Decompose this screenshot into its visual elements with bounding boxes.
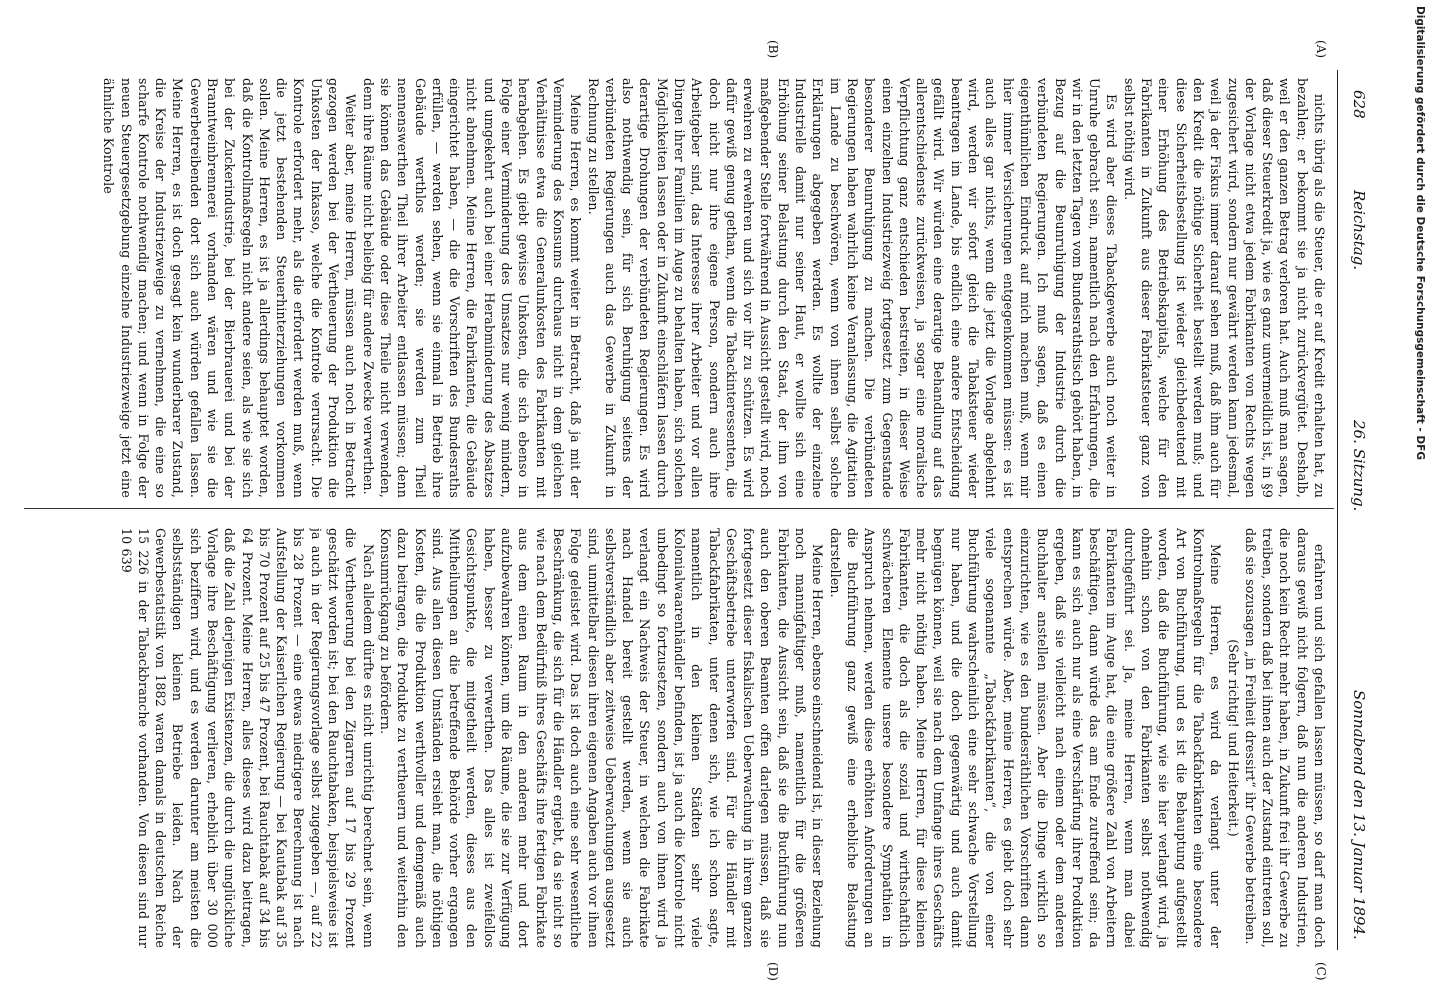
paragraph: Meine Herren, ebenso einschneidend ist, in dieser Beziehung noch mannigfaltiger muß, namentlich für die größeren Fabrikanten, die Aussicht sein, daß sie die Buchführung nun auch den oberen Beamten offen darlegen müssen, daß sie fortgesetzt dieser fiskalischen Ueberwachung in ihrem ganzen Geschäftsbetriebe unterworfen sind. Für die Händler mit Tabackfabrikaten, unter denen sich, wie ich schon sagte, namentlich in den kleinen Städten sehr viele Kolonialwaarenhändler befinden, ist ja auch die Kontrole nicht unbedingt so fortzusetzen, sondern auch von ihnen wird ja verlangt ein Nachweis der Steuer, in welchen die Fabrikate nach Handel bereit gestellt werden, wenn sie auch selbstverständlich aber zeitweise Ueberwachungen ausgesetzt sind, unmittelbar diesen ihren eigenen Angaben auch vor ihnen Folge geleistet wird. Das ist doch auch eine sehr wesentliche Beschränkung, die sich für die Händler ergiebt, da sie nicht so wie nach dem Bedürfniß ihres Geschäfts ihre fertigen Fabrikate aus dem einen Raum in den anderen mehr und dort aufzubewahren können, um die Räume, die sie zur Verfügung haben, besser zu verwerthen. Das alles ist zweifellos Gesichtspunkte, die mitgetheilt werden, dieses aus den Mittheilungen an die betreffende Behörde vorher ergangen sind. Aus allen diesen Umständen ersieht man, die nöthigen Kosten, die die Produktion werthvoller und demgemäß auch dazu beitragen, die Produkte zu vertheuern und weiterhin den Konsumrückgang zu befördern. [377, 528, 826, 948]
margin-mark-b: (B) [766, 40, 780, 59]
paragraph: Meine Herren, es kommt weiter in Betracht, daß ja mit der Verminderung des Konsums durchaus nicht in dem gleichen Verhältnisse etwa die Generalunkosten des Fabrikanten mit herabgehen. Es giebt gewisse Unkosten, die sich ebenso in Folge einer Verminderung des Umsatzes nur wenig mindern, und umgekehrt auch bei einer Herabminderung des Absatzes nicht abnehmen. Meine Herren, die Fabrikanten, die Gebäude eingerichtet haben, — die die Vorschriften des Bundesraths erfüllen, — werden sehen, wenn sie einmal in Betrieb ihre Gebäude werthlos werden; sie werden zum Theil nennenswerthen Theil ihrer Arbeiter entlassen müssen; denn sie können das Gebäude oder diese Theile nicht verwenden, denn ihre Räume nicht beliebig für andere Zwecke verwerthen. [360, 78, 584, 498]
paragraph: Es wird aber dieses Tabackgewerbe auch noch weiter in Unruhe gebracht sein, namentlich nach den Erfahrungen, die wir in den letzten Tagen vom Bundesrathstisch gehört haben, in Bezug auf die Beunruhigung der Industrie durch die verbündeten Regierungen. Ich muß sagen, daß es einen eigenthümlichen Eindruck auf mich machen muß, wenn mir hier immer Versicherungen entgegenkommen müssen: es ist auch alles gar nichts, wenn die jetzt die Vorlage abgelehnt wird, werden wir sofort gleich die Tabaksteuer wieder beantragen im Lande, bis endlich eine andere Entscheidung gefällt wird. Wir würden eine derartige Behandlung auf das allerentschiedenste zurückweisen, ja sogar eine moralische Verpflichtung ganz entschieden bestreiten, in dieser Weise einen einzelnen Industriezweig fortgesetzt zum Gegenstande besonderer Beunruhigung zu machen. Die verbündeten Regierungen haben wahrlich keine Veranlassung, die Agitation im Lande zu beschwören, wenn von ihnen selbst solche Erklärungen abgegeben werden. Es wollte der einzelne Industrielle damit nur seiner Haut, er wollte sich eine Erhöhung seiner Belastung durch den Staat, der ihm von maßgebender Stelle fortwährend in Aussicht gestellt wird, noch erwehren zu erwehren und sich vor ihr zu schützen. Es wird dafür gewiß genug gethan, wenn die Tabackinteressenten, die doch nicht nur ihre eigene Person, sondern auch ihre Arbeitgeber sind, das Interesse ihrer Arbeiter und vor allen Dingen ihrer Familien im Auge zu behalten haben, sich solchen Möglichkeiten lassen oder in Zukunft einschläfern lassen durch derartige Drohungen der verbündeten Regierungen. Es wird also nothwendig sein, für sich Beruhigung seitens der verbündeten Regierungen auch das Gewerbe in Zukunft in Rechnung zu stellen. [585, 78, 1120, 498]
margin-mark-a: (A) [1314, 40, 1328, 59]
margin-mark-c: (C) [1314, 962, 1328, 981]
header-date: Sonnabend den 13. Januar 1894. [1350, 690, 1368, 940]
header-rule [1337, 70, 1338, 950]
paragraph: Meine Herren, es wird da verlangt unter der Kontrolmaßregeln für die Tabackfabrikanten eine besondere Art von Buchführung, und es ist die Behauptung aufgestellt worden, daß die Buchführung, wie sie hier verlangt wird, ja ohnehin schon von den Fabrikanten selbst nothwendig durchgeführt sei. Ja, meine Herren, wenn man dabei Fabrikanten im Auge hat, die eine größere Zahl von Arbeitern beschäftigen, dann würde das am Ende zutreffend sein; da kann es sich auch nur als eine Verschärfung ihrer Produktion ergeben, daß sie vielleicht nach einem oder dem anderen Buchhalter anstellen müssen. Aber die Dinge wirklich so einzurichten, wie es den bundesräthlichen Vorschriften dann entsprechen würde. Aber, meine Herren, es giebt doch sehr viele sogenannte „Tabackfabrikanten“, die von einer Buchführung wahrscheinlich eine sehr schwache Vorstellung nur haben, und die doch gegenwärtig und auch damit begnügen können, weil sie nach dem Umfange ihres Geschäfts mehr nicht nöthig haben. Meine Herren, für diese kleinen Fabrikanten, die doch als die sozial und wirthschaftlich schwächeren Elemente unsere besondere Sympathien in Anspruch nehmen, werden diese erhöhten Anforderungen an die Buchführung ganz gewiß eine erhebliche Belastung darstellen. [827, 528, 1224, 948]
dfg-attribution-strip [1410, 6, 1432, 996]
page-header [1342, 90, 1368, 950]
header-left-title: Reichstag. [1350, 190, 1368, 271]
margin-mark-d: (D) [766, 962, 780, 981]
paragraph: (Sehr richtig! und Heiterkeit.) [1225, 639, 1241, 837]
dfg-attribution-text: Digitalisierung gefördert durch die Deutsche Forschungsgemeinschaft - DFG [1414, 6, 1426, 460]
right-text-column [28, 528, 1328, 948]
page-number: 628 [1350, 90, 1368, 119]
header-session: 26. Sitzung. [1350, 420, 1368, 512]
column-divider [24, 508, 1334, 509]
paragraph: nichts übrig als die Steuer, die er auf Kredit erhalten hat, zu bezahlen; er bekommt sie ja nicht zurückvergütet. Deshalb, weil er den ganzen Betrag verloren hat. Auch muß man sagen, daß dieser Steuerkredit ja, wie es ganz unvermeidlich ist, in §9 der Vorlage nicht etwa jedem Fabrikanten von Rechts wegen zugesichert wird, sondern nur gewährt werden kann jedesmal, weil ja der Fiskus immer darauf sehen muß, daß ihm auch für den Kredit die nöthige Sicherheit bestellt werden muß; und diese Sicherheitsbestellung ist wieder gleichbedeutend mit einer Erhöhung des Betriebskapitals, welche für den Fabrikanten in Zukunft aus dieser Fabrikatsteuer ganz von selbst nöthig wird. [1121, 78, 1327, 498]
paragraph: Nach alledem dürfte es nicht unrichtig berechnet sein, wenn die Vertheuerung bei den Zigarren auf 17 bis 29 Prozent geschätzt worden ist; bei den Rauchtabaken, beispielsweise ist ja auch in der Regierungsvorlage selbst zugegeben —, auf 22 bis 28 Prozent — eine etwas niedrigere Berechnung ist nach Aufstellung der Kaiserlichen Regierung — bei Kautabak auf 35 bis 70 Prozent auf 25 bis 47 Prozent, bei Rauchtabak auf 34 bis 64 Prozent. Meine Herren, alles dieses wird dazu beitragen, daß die Zahl derjenigen Existenzen, die durch die unglückliche Vorlage ihre Beschäftigung verlieren, erheblich über 30 000 sich beziffern wird, und es werden darunter am meisten die selbstständigen kleinen Betriebe leiden. Nach der Gewerbestatistik von 1882 waren damals in deutschen Reiche 15 226 in der Tabackbranche vorhanden. Von diesen sind nur 10 639 [118, 528, 376, 948]
paragraph: Weiter aber, meine Herren, müssen auch noch in Betracht gezogen werden bei der Vertheuerung der Produktion die Unkosten der Inkasso, welche die Kontrole verursacht. Die Kontrole erfordert mehr, als die erfordert werden muß, wenn die jetzt bestehenden Steuerhinterziehungen vorkommen sollen. Meine Herren, es ist ja allerdings behauptet worden, daß die Kontrollmaßregeln nicht andere seien, als wie sie sich bei der Zuckerindustrie, bei der Bierbrauerei und bei der Branntweinbrennerei vorhanden wären und wie sie die Gewerbetreibenden dort sich auch würden gefallen lassen. Meine Herren, es ist doch gesagt kein wunderbarer Zustand, die Kreise der Industriezweige zu vernehmen, die eine so scharfe Kontrole nothwendig machen; und wenn in Folge der neuen Steuergesetzgebung einzelne Industriezweige jetzt eine ähnliche Kontrole [101, 78, 359, 498]
paragraph: erfahren und sich gefallen lassen müssen, so darf man doch daraus gewiß nicht folgern, daß nun die anderen Industrien, die noch kein Recht mehr haben, in Zukunft frei ihr Gewerbe zu treiben, sondern daß bei ihnen auch der Zustand eintreten soll, daß sie sozusagen „in Freiheit dressirt“ ihr Gewerbe betreiben. [1242, 528, 1327, 948]
left-text-column [28, 78, 1328, 498]
